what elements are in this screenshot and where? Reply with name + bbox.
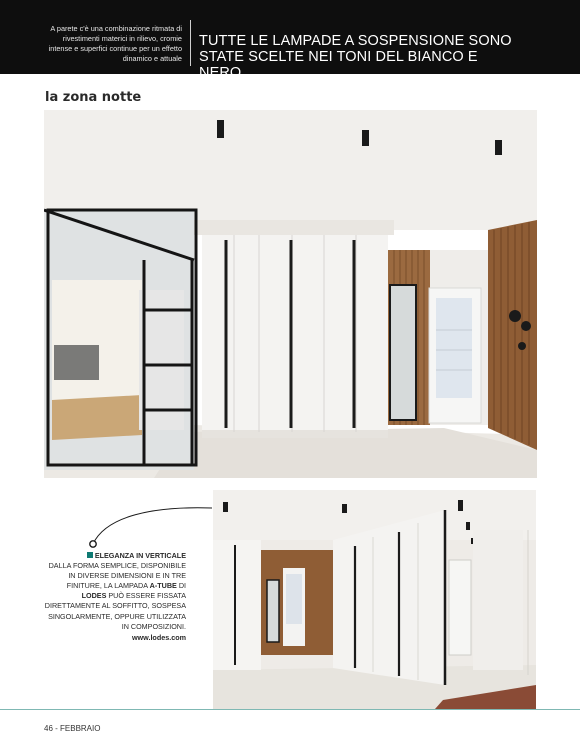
callout-marker-icon bbox=[87, 552, 93, 558]
secondary-photo-image bbox=[213, 490, 536, 709]
section-heading: la zona notte bbox=[45, 90, 142, 105]
header-divider bbox=[190, 20, 191, 66]
header-title-line-2: STATE SCELTE NEI TONI DEL BIANCO E NERO bbox=[199, 49, 478, 81]
page-number: 46 - FEBBRAIO bbox=[44, 724, 101, 733]
product-callout bbox=[40, 551, 186, 643]
header-band bbox=[0, 0, 580, 81]
callout-text-3: PUÒ ESSERE FISSATA DIRETTAMENTE AL SOFFITTO, SOSPESA SINGOLARMENTE, OPPURE UTILIZZATA IN COMPOSIZIONI. bbox=[44, 591, 186, 631]
secondary-photo bbox=[213, 490, 536, 709]
main-photo-image bbox=[44, 110, 537, 478]
header-title bbox=[199, 33, 519, 81]
callout-brand: LODES bbox=[81, 591, 107, 601]
callout-url-link[interactable]: www.lodes.com bbox=[131, 632, 186, 642]
callout-leader-line bbox=[88, 494, 218, 550]
header-title-line-1: TUTTE LE LAMPADE A SOSPENSIONE SONO bbox=[199, 33, 512, 49]
main-photo bbox=[44, 110, 537, 478]
callout-text-2: DI bbox=[178, 581, 186, 591]
callout-product: A-TUBE bbox=[149, 581, 177, 591]
callout-title: ELEGANZA IN VERTICALE bbox=[94, 551, 186, 560]
callout-text-1: DALLA FORMA SEMPLICE, DISPONIBILE IN DIVERSE DIMENSIONI E IN TRE FINITURE, LA LAMPADA bbox=[48, 561, 186, 591]
footer-rule bbox=[0, 709, 580, 710]
header-caption: A parete c'è una combinazione ritmata di rivestimenti materici in rilievo, cromie intense e superfici continue per un effetto dinamico e attuale bbox=[48, 24, 182, 63]
